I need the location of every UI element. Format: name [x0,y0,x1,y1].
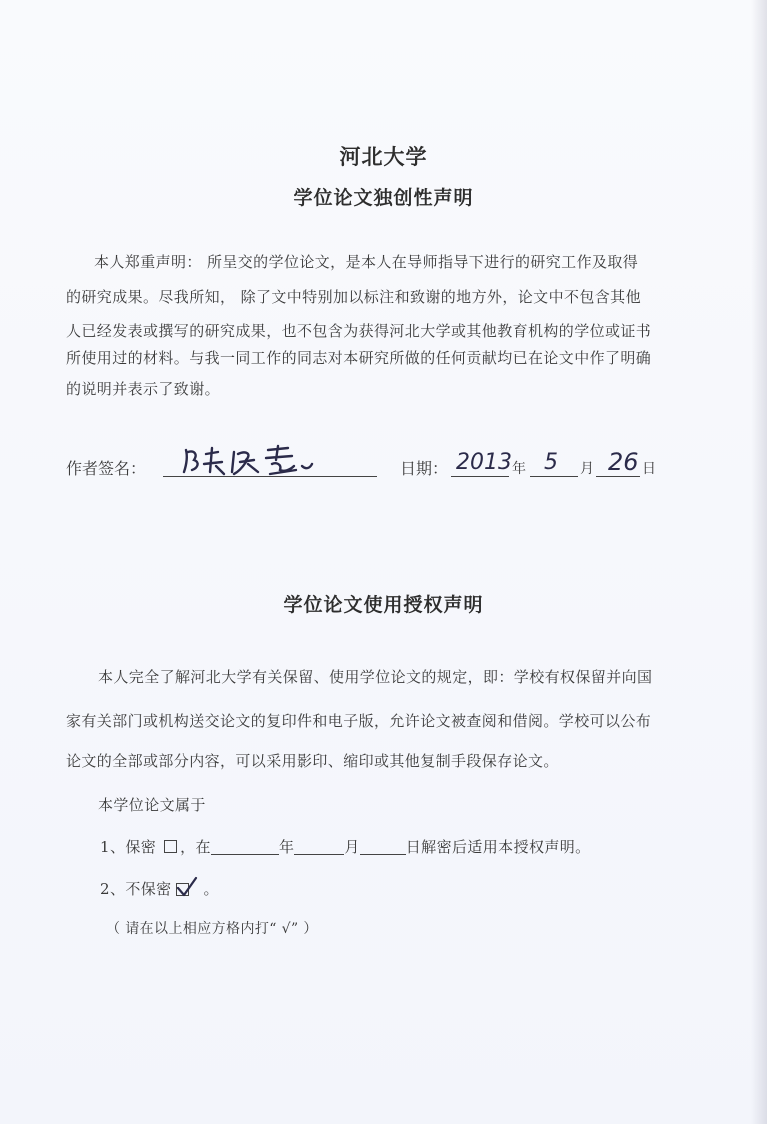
originality-title: 学位论文独创性声明 [293,187,474,209]
option-not-confidential-label: 2、不保密 [100,880,172,898]
checkmark-icon [174,876,200,898]
confidential-day-blank[interactable] [360,840,406,855]
option-confidential-month-unit: 月 [344,838,360,856]
year-underline [451,476,509,477]
originality-line-3: 人已经发表或撰写的研究成果，也不包含为获得河北大学或其他教育机构的学位或证书 [66,322,652,340]
authorization-line-3: 论文的全部或部分内容，可以采用影印、缩印或其他复制手段保存论文。 [66,752,559,770]
signature-underline [163,476,377,477]
signature-row [66,450,666,480]
originality-line-2: 的研究成果。尽我所知， 除了文中特别加以标注和致谢的地方外，论文中不包含其他 [66,288,641,306]
author-signature-label: 作者签名： [66,459,147,478]
not-confidential-checkbox[interactable] [176,882,198,896]
year-handwritten: 2013 [456,450,512,475]
university-title: 河北大学 [339,145,428,169]
originality-line-5: 的说明并表示了致谢。 [66,380,221,398]
instruction-note: （ 请在以上相应方格内打“ √” ） [106,921,318,937]
authorization-line-1: 本人完全了解河北大学有关保留、使用学位论文的规定，即：学校有权保留并向国 [98,668,653,686]
originality-line-1: 本人郑重声明： 所呈交的学位论文，是本人在导师指导下进行的研究工作及取得 [94,253,639,271]
belongs-label: 本学位论文属于 [98,796,206,814]
option-confidential-suffix: 日解密后适用本授权声明。 [405,838,591,856]
author-signature-handwriting [176,444,386,478]
originality-line-4: 所使用过的材料。与我一同工作的同志对本研究所做的任何贡献均已在论文中作了明确 [66,349,652,367]
date-label: 日期： [400,459,449,478]
confidential-checkbox[interactable] [164,840,177,853]
year-unit: 年 [512,461,526,477]
option-not-confidential-suffix: 。 [203,880,219,898]
day-underline [596,476,640,477]
month-underline [530,476,578,477]
month-handwritten: 5 [544,450,558,475]
option-confidential [100,836,591,857]
option-confidential-year-unit: 年 [278,838,295,856]
option-confidential-label: 1、保密 [100,838,157,856]
day-handwritten: 26 [608,448,639,476]
confidential-month-blank[interactable] [294,840,344,855]
authorization-title: 学位论文使用授权声明 [283,594,484,616]
option-not-confidential [100,878,219,899]
month-unit: 月 [580,461,594,477]
day-unit: 日 [642,461,656,477]
option-confidential-in: ，在 [180,838,211,856]
confidential-year-blank[interactable] [211,840,279,855]
authorization-line-2: 家有关部门或机构送交论文的复印件和电子版，允许论文被查阅和借阅。学校可以公布 [66,712,652,730]
